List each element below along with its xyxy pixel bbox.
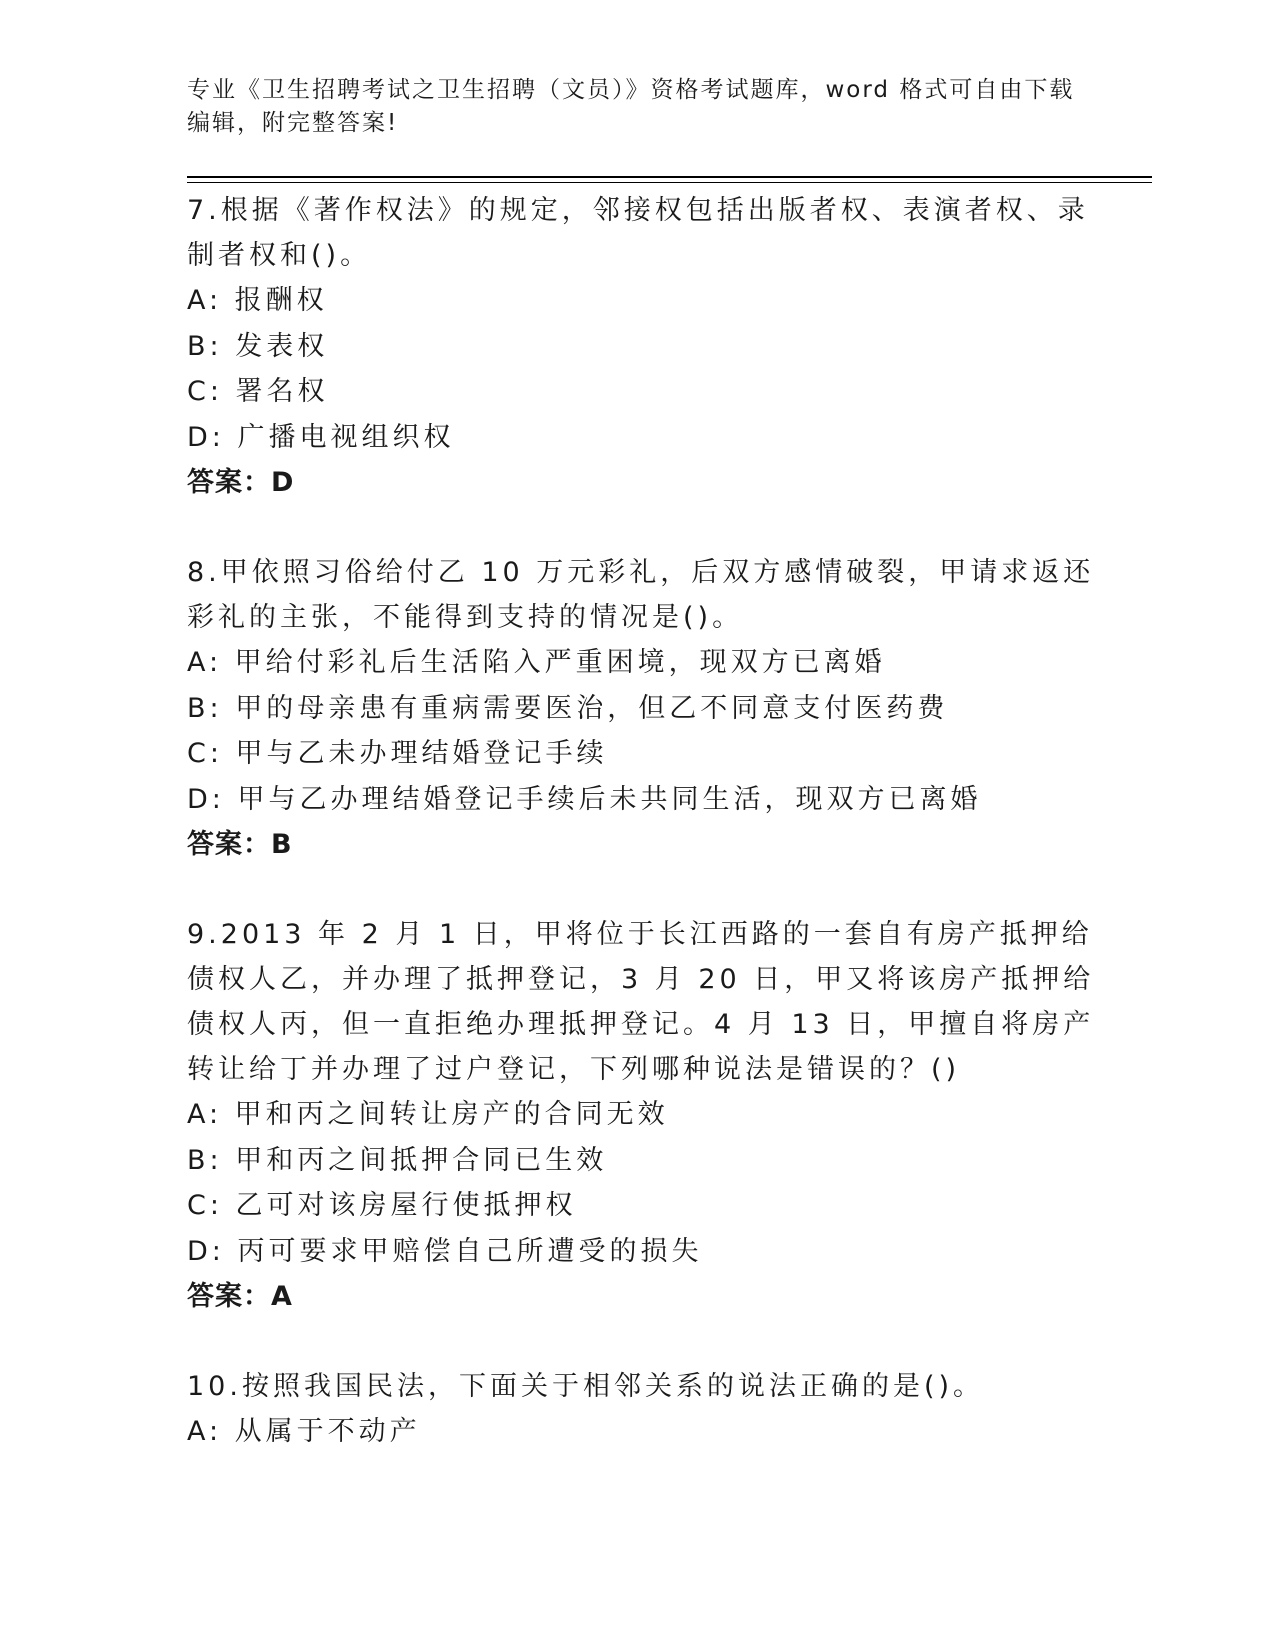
option-b: B: 甲的母亲患有重病需要医治，但乙不同意支付医药费 — [187, 692, 949, 724]
option-b: B: 甲和丙之间抵押合同已生效 — [187, 1144, 608, 1176]
header-rule-thin — [187, 182, 1152, 183]
question-stem: 9.2013 年 2 月 1 日，甲将位于长江西路的一套自有房产抵押给债权人乙，并办理了抵押登记，3 月 20 日，甲又将该房产抵押给债权人丙，但一直拒绝办理抵押登记。4 月 13 日，甲擅自将房产转让给丁并办理了过户登记，下列哪种说法是错误的？() — [187, 919, 1095, 1085]
answer: 答案：A — [187, 1281, 293, 1312]
question-9 — [187, 912, 1107, 1320]
answer: 答案：D — [187, 467, 295, 498]
option-b: B: 发表权 — [187, 330, 329, 362]
question-stem: 8.甲依照习俗给付乙 10 万元彩礼，后双方感情破裂，甲请求返还彩礼的主张，不能得到支持的情况是()。 — [187, 557, 1095, 633]
question-10 — [187, 1364, 1107, 1455]
option-c: C: 甲与乙未办理结婚登记手续 — [187, 738, 608, 769]
option-d: D: 广播电视组织权 — [187, 421, 455, 453]
answer: 答案：B — [187, 829, 293, 860]
option-a: A: 甲给付彩礼后生活陷入严重困境，现双方已离婚 — [187, 647, 886, 678]
option-a: A: 报酬权 — [187, 285, 328, 316]
question-8 — [187, 550, 1107, 868]
option-d: D: 甲与乙办理结婚登记手续后未共同生活，现双方已离婚 — [187, 783, 982, 815]
question-stem: 10.按照我国民法，下面关于相邻关系的说法正确的是()。 — [187, 1371, 985, 1402]
question-list — [187, 188, 1107, 1499]
question-7 — [187, 188, 1107, 506]
option-d: D: 丙可要求甲赔偿自己所遭受的损失 — [187, 1235, 703, 1267]
option-c: C: 署名权 — [187, 376, 329, 407]
option-c: C: 乙可对该房屋行使抵押权 — [187, 1190, 577, 1221]
header-rule — [187, 176, 1152, 178]
option-a: A: 从属于不动产 — [187, 1416, 421, 1447]
option-a: A: 甲和丙之间转让房产的合同无效 — [187, 1099, 669, 1130]
question-stem: 7.根据《著作权法》的规定，邻接权包括出版者权、表演者权、录制者权和()。 — [187, 195, 1089, 271]
document-header: 专业《卫生招聘考试之卫生招聘（文员）》资格考试题库，word 格式可自由下载编辑，附完整答案! — [187, 77, 1075, 136]
